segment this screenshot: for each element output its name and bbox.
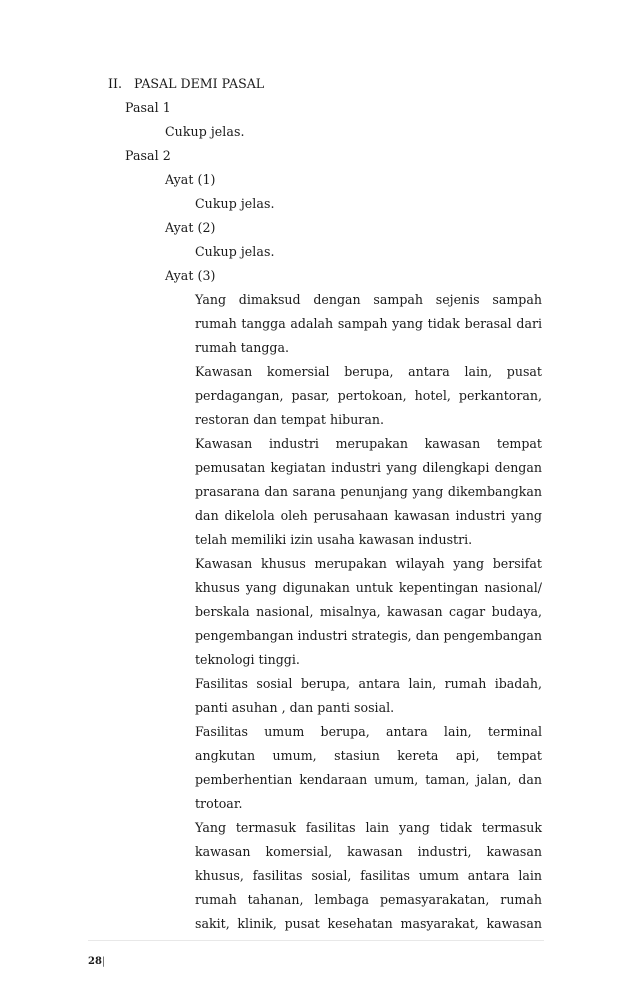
ayat-3-line: Yang dimaksud dengan sampah sejenis sampah	[195, 292, 542, 307]
ayat-2-label: Ayat (2)	[165, 220, 216, 235]
ayat-3-line: prasarana dan sarana penunjang yang dikembangkan	[195, 484, 542, 499]
ayat-3-line: angkutan umum, stasiun kereta api, tempat	[195, 748, 542, 763]
ayat-3-label: Ayat (3)	[165, 268, 216, 283]
footer-divider	[88, 940, 544, 941]
ayat-3-line: Yang termasuk fasilitas lain yang tidak termasuk	[195, 820, 542, 835]
page-number-separator: |	[101, 956, 106, 967]
ayat-3-line: Kawasan industri merupakan kawasan tempat	[195, 436, 542, 451]
ayat-3-line: trotoar.	[195, 796, 243, 811]
ayat-3-line: khusus yang digunakan untuk kepentingan nasional/	[195, 580, 542, 595]
ayat-3-line: teknologi tinggi.	[195, 652, 300, 667]
ayat-3-line: rumah tangga.	[195, 340, 290, 355]
ayat-3-line: dan dikelola oleh perusahaan kawasan industri yang	[195, 508, 542, 523]
ayat-3-line: Fasilitas sosial berupa, antara lain, rumah ibadah,	[195, 676, 542, 691]
ayat-3-line: pemberhentian kendaraan umum, taman, jalan, dan	[195, 772, 542, 787]
ayat-3-line: Fasilitas umum berupa, antara lain, terminal	[195, 724, 542, 739]
ayat-3-line: Kawasan khusus merupakan wilayah yang bersifat	[195, 556, 542, 571]
ayat-3-line: Kawasan komersial berupa, antara lain, pusat	[195, 364, 542, 379]
page-number	[88, 956, 105, 968]
ayat-3-line: pemusatan kegiatan industri yang dilengkapi dengan	[195, 460, 542, 475]
pasal-1-label: Pasal 1	[125, 100, 171, 115]
ayat-1-label: Ayat (1)	[165, 172, 216, 187]
page-number-value: 28	[88, 956, 102, 967]
section-number: II.	[108, 76, 122, 91]
ayat-3-line: rumah tangga adalah sampah yang tidak berasal dari	[195, 316, 542, 331]
ayat-3-line: pengembangan industri strategis, dan pengembangan	[195, 628, 542, 643]
ayat-3-line: sakit, klinik, pusat kesehatan masyarakat, kawasan	[195, 916, 542, 931]
section-title: PASAL DEMI PASAL	[134, 76, 265, 91]
pasal-1-text: Cukup jelas.	[165, 124, 245, 139]
ayat-3-line: kawasan komersial, kawasan industri, kawasan	[195, 844, 542, 859]
ayat-3-line: telah memiliki izin usaha kawasan industri.	[195, 532, 473, 547]
ayat-3-line: rumah tahanan, lembaga pemasyarakatan, rumah	[195, 892, 542, 907]
ayat-1-text: Cukup jelas.	[195, 196, 275, 211]
ayat-3-line: berskala nasional, misalnya, kawasan cagar budaya,	[195, 604, 542, 619]
ayat-2-text: Cukup jelas.	[195, 244, 275, 259]
pasal-2-label: Pasal 2	[125, 148, 171, 163]
ayat-3-line: panti asuhan , dan panti sosial.	[195, 700, 395, 715]
ayat-3-line: khusus, fasilitas sosial, fasilitas umum antara lain	[195, 868, 542, 883]
ayat-3-line: restoran dan tempat hiburan.	[195, 412, 384, 427]
ayat-3-line: perdagangan, pasar, pertokoan, hotel, perkantoran,	[195, 388, 542, 403]
